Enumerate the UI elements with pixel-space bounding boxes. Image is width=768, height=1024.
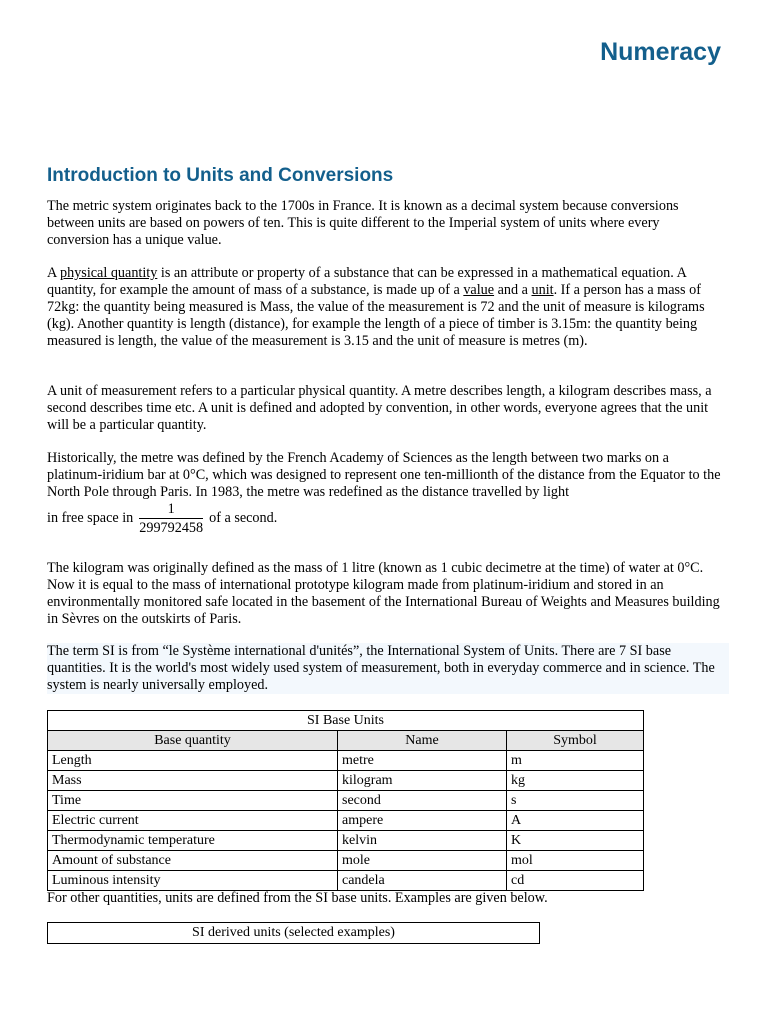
si-base-units-table: [47, 710, 644, 891]
link-unit[interactable]: unit: [531, 282, 554, 298]
table-cell: s: [507, 791, 644, 811]
table-cell: Electric current: [48, 811, 338, 831]
table-cell: Thermodynamic temperature: [48, 831, 338, 851]
table-cell: Mass: [48, 771, 338, 791]
paragraph-unit-of-measurement: A unit of measurement refers to a particular physical quantity. A metre describes length, a kilogram describes mass, a second describes time etc. A unit is defined and adopted by convention, in other words, everyone agrees that the unit will be a particular quantity.: [47, 383, 712, 433]
table-caption: SI Base Units: [48, 711, 644, 731]
table-row: [48, 751, 644, 771]
table-caption: SI derived units (selected examples): [48, 923, 540, 944]
table-cell: ampere: [338, 811, 507, 831]
table-cell: Amount of substance: [48, 851, 338, 871]
table-cell: kilogram: [338, 771, 507, 791]
table-cell: candela: [338, 871, 507, 891]
text: of a second.: [209, 509, 278, 526]
fraction-line: [47, 500, 723, 537]
page-title: Numeracy: [600, 38, 721, 66]
table-cell: Time: [48, 791, 338, 811]
text: Historically, the metre was defined by the French Academy of Sciences as the length between two marks on a platinum-iridium bar at 0°C, which was designed to represent one ten-millionth of the distance from the Equator to the North Pole through Paris. In 1983, the metre was redefined as the distance travelled by light: [47, 450, 721, 500]
table-cell: mol: [507, 851, 644, 871]
table-cell: cd: [507, 871, 644, 891]
paragraph-si: The term SI is from “le Système international d'unités”, the International System of Units. There are 7 SI base quantities. It is the world's most widely used system of measurement, both in everyday commerce and in science. The system is nearly universally employed.: [47, 643, 729, 694]
column-header: Symbol: [507, 731, 644, 751]
column-header: Name: [338, 731, 507, 751]
column-header: Base quantity: [48, 731, 338, 751]
link-physical-quantity[interactable]: physical quantity: [60, 265, 158, 281]
paragraph-kilogram: The kilogram was originally defined as the mass of 1 litre (known as 1 cubic decimetre at the time) of water at 0°C. Now it is equal to the mass of international prototype kilogram made from platinum-iridium and stored in an environmentally monitored safe located in the basement of the International Bureau of Weights and Measures building in Sèvres on the outskirts of Paris.: [47, 560, 720, 627]
table-row: [48, 831, 644, 851]
paragraph-metric-system: The metric system originates back to the 1700s in France. It is known as a decimal system because conversions between units are based on powers of ten. This is quite different to the Imperial system of units where every conversion has a unique value.: [47, 198, 679, 248]
paragraph-metre-history: [47, 450, 723, 501]
text: and a: [494, 282, 532, 298]
fraction: [139, 500, 203, 537]
text: is an attribute or property of a substance that can be expressed in a mathematical equation. A quantity, for example the amount of mass of a substance, is made up of a: [47, 265, 687, 298]
table-row: [48, 871, 644, 891]
section-heading: Introduction to Units and Conversions: [47, 165, 394, 186]
table-cell: metre: [338, 751, 507, 771]
link-value[interactable]: value: [463, 282, 495, 298]
fraction-numerator: 1: [139, 500, 203, 519]
table-cell: K: [507, 831, 644, 851]
table-row: [48, 771, 644, 791]
text: in free space in: [47, 509, 134, 526]
table-row: [48, 811, 644, 831]
paragraph-physical-quantity: [47, 265, 723, 350]
table-cell: second: [338, 791, 507, 811]
table-cell: A: [507, 811, 644, 831]
text: . If a person has a mass of 72kg: the quantity being measured is Mass, the value of the measurement is 72 and the unit of measure is kilograms (kg). Another quantity is length (distance), for example the length of a piece of timber is 3.15m: the quantity being measured is length, the value of the measurement is 3.15 and the unit of measure is metres (m).: [47, 282, 705, 349]
table-cell: Length: [48, 751, 338, 771]
text: A: [47, 265, 61, 281]
paragraph-derived-units: For other quantities, units are defined from the SI base units. Examples are given below.: [47, 890, 548, 906]
table-cell: kg: [507, 771, 644, 791]
table-cell: m: [507, 751, 644, 771]
table-cell: Luminous intensity: [48, 871, 338, 891]
fraction-denominator: 299792458: [139, 520, 204, 536]
si-derived-units-table: [47, 922, 540, 944]
table-row: [48, 791, 644, 811]
table-row: [48, 851, 644, 871]
table-cell: kelvin: [338, 831, 507, 851]
table-cell: mole: [338, 851, 507, 871]
